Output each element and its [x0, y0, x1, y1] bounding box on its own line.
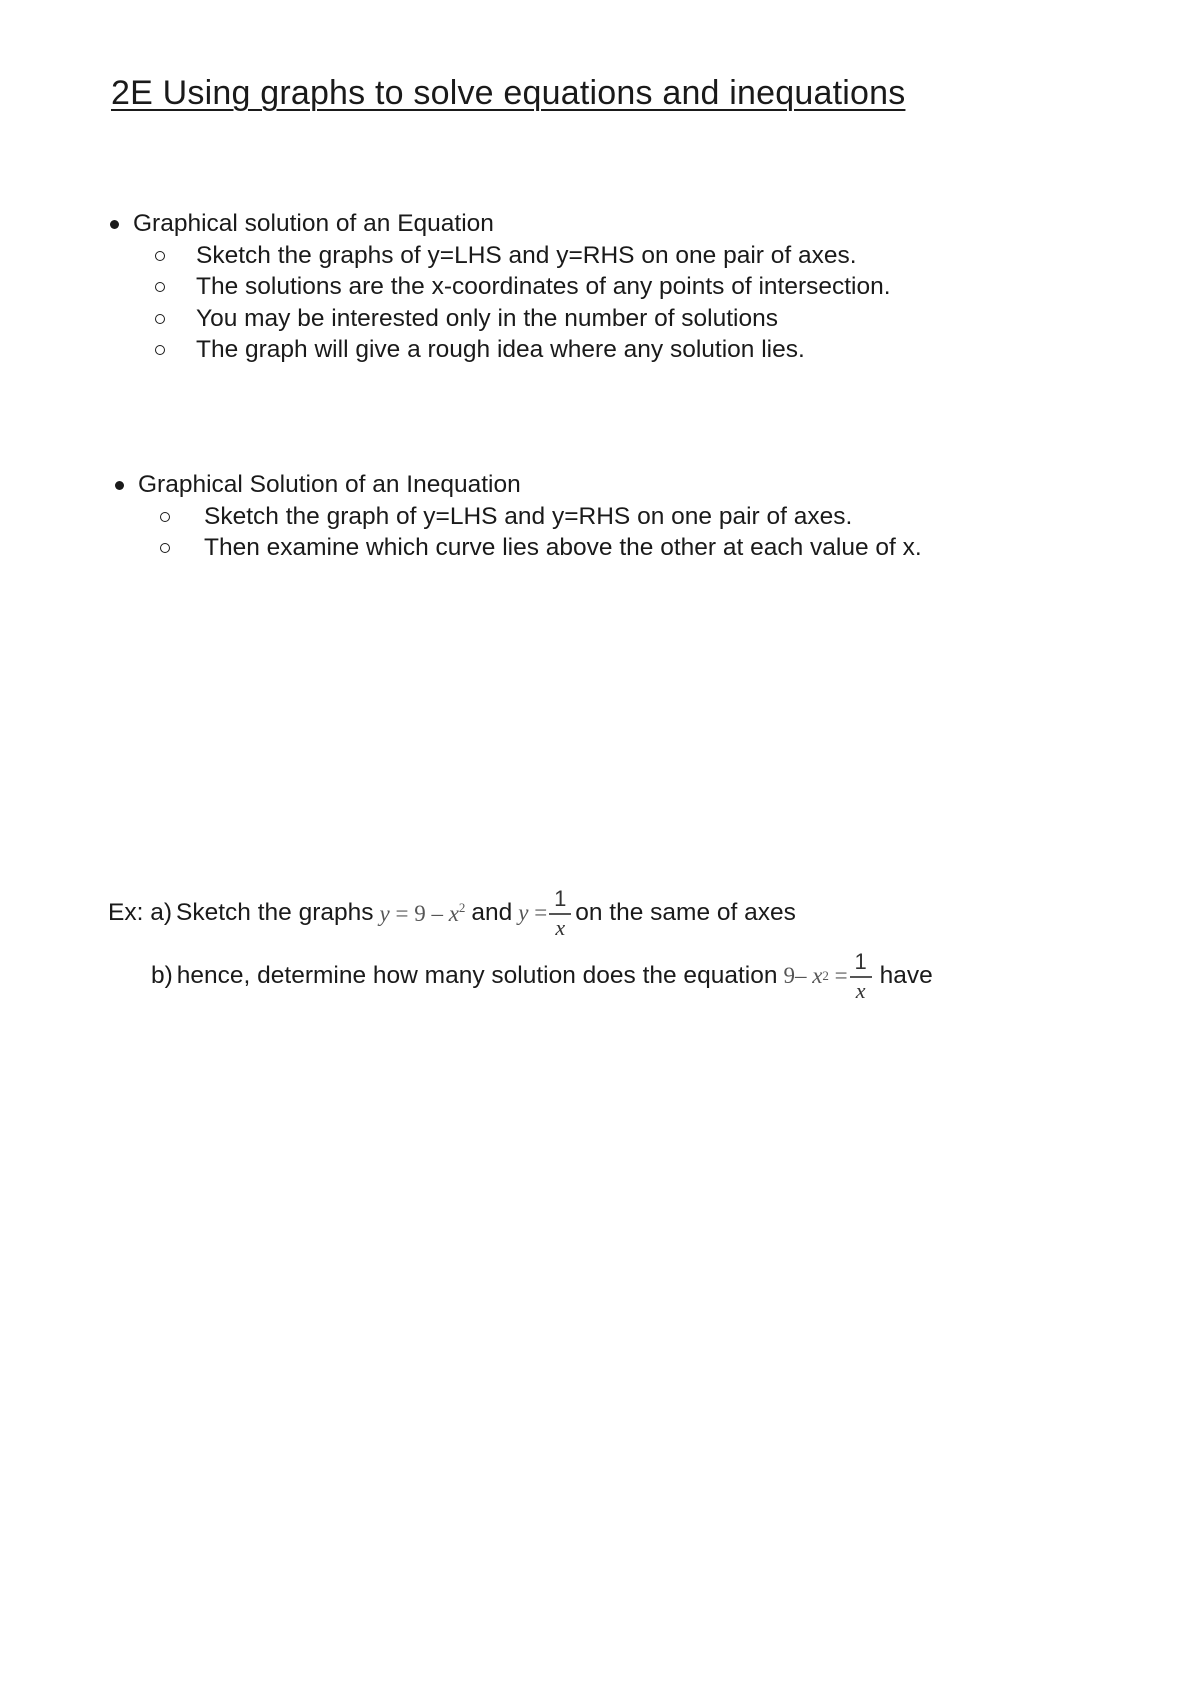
bullet-icon	[115, 481, 124, 490]
section-heading-text: Graphical Solution of an Inequation	[138, 471, 521, 498]
example-b-text-after: have	[879, 962, 933, 990]
list-item	[110, 272, 1110, 304]
list-item	[110, 240, 1110, 272]
list-item-text: The solutions are the x-coordinates of any points of intersection.	[196, 273, 891, 301]
circle-bullet-icon	[160, 543, 170, 553]
list-item-text: You may be interested only in the number of solutions	[196, 304, 779, 332]
section-heading-text: Graphical solution of an Equation	[133, 210, 494, 237]
bullet-icon	[110, 220, 119, 229]
sub-list	[110, 240, 1110, 366]
equation-parabola: $y = 9 - x^2$	[379, 899, 466, 926]
sub-list	[115, 501, 1115, 564]
circle-bullet-icon	[155, 282, 165, 292]
page-title: 2E Using graphs to solve equations and inequations	[111, 74, 906, 112]
circle-bullet-icon	[155, 345, 165, 355]
circle-bullet-icon	[155, 314, 165, 324]
list-item	[110, 335, 1110, 367]
example-part-a	[108, 888, 796, 939]
section-equation	[110, 208, 1110, 366]
list-item	[115, 533, 1115, 565]
circle-bullet-icon	[155, 251, 165, 261]
list-item-text: Then examine which curve lies above the other at each value of x.	[204, 534, 922, 562]
example-b-text: hence, determine how many solution does the equation	[176, 962, 778, 990]
example-b-prefix: b)	[151, 962, 173, 990]
list-item	[115, 501, 1115, 533]
list-item-text: The graph will give a rough idea where any solution lies.	[196, 336, 805, 364]
list-item	[110, 303, 1110, 335]
fraction: $\frac{1}{x}$	[850, 951, 872, 1002]
section-heading	[115, 469, 1115, 501]
section-inequation	[115, 469, 1115, 564]
example-part-b	[151, 951, 933, 1002]
example-a-prefix: Ex: a)	[108, 899, 172, 927]
example-a-text-after: on the same of axes	[575, 899, 796, 927]
equation-hyperbola: y = $\frac{1}{x}$	[518, 888, 573, 939]
circle-bullet-icon	[160, 512, 170, 522]
fraction: $\frac{1}{x}$	[549, 888, 571, 939]
equation-b: 9 – x 2 = $\frac{1}{x}$	[783, 951, 873, 1002]
example-a-and: and	[471, 899, 513, 927]
example-a-text: Sketch the graphs	[176, 899, 374, 927]
list-item-text: Sketch the graphs of y=LHS and y=RHS on one pair of axes.	[196, 241, 857, 269]
list-item-text: Sketch the graph of y=LHS and y=RHS on one pair of axes.	[204, 502, 853, 530]
section-heading	[110, 208, 1110, 240]
